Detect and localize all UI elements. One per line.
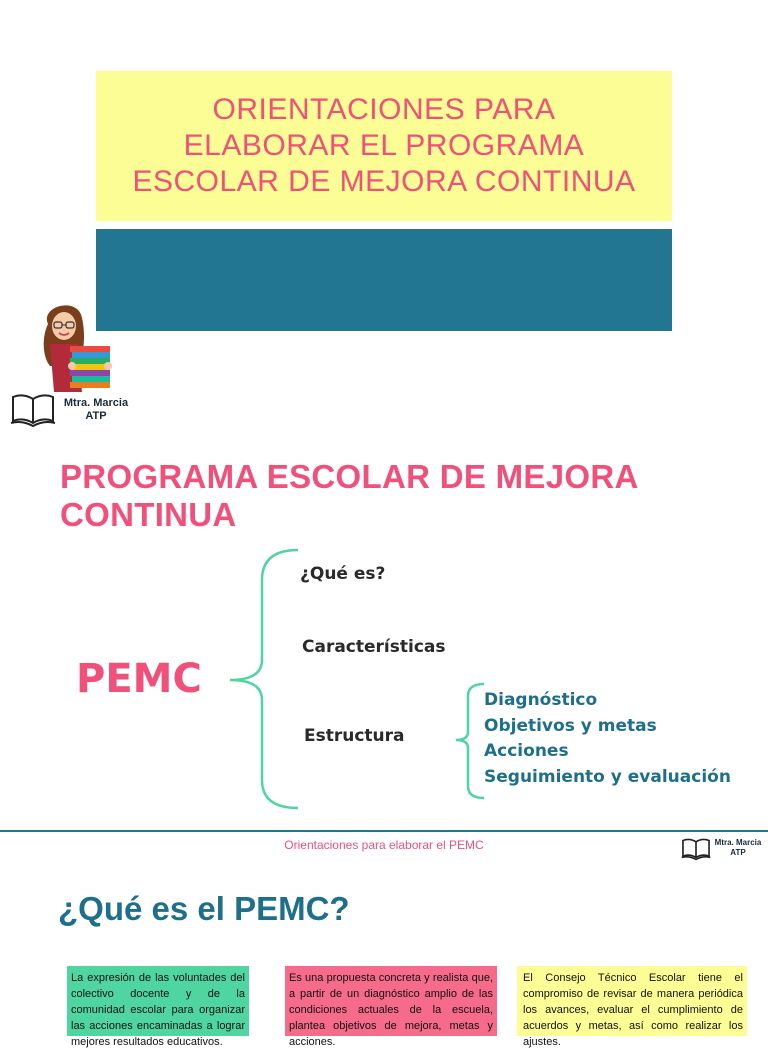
author-signature [711, 838, 765, 858]
author-signature [60, 397, 132, 423]
author-role: ATP [730, 848, 746, 857]
main-brace [230, 550, 298, 808]
estructura-item: Seguimiento y evaluación [484, 766, 731, 787]
definition-slide [0, 832, 768, 1048]
slide-heading: PROGRAMA ESCOLAR DE MEJORA CONTINUA [60, 458, 638, 533]
sub-brace [456, 684, 484, 798]
definition-card: Es una propuesta concreta y realista que, a partir de un diagnóstico amplio de las condiciones actuales de la escuela, plantea objetivos de mejora, metas y acciones. [285, 966, 497, 1036]
title-slide [0, 0, 768, 440]
open-book-icon [10, 393, 56, 427]
author-name: Mtra. Marcia [714, 838, 762, 847]
branch-que-es: ¿Qué es? [300, 564, 386, 584]
branch-caracteristicas: Características [302, 637, 446, 657]
concept-map-slide [0, 440, 768, 832]
title-banner [96, 71, 672, 221]
author-role: ATP [85, 410, 107, 422]
presentation-title: ORIENTACIONES PARA ELABORAR EL PROGRAMA ESCOLAR DE MEJORA CONTINUA [132, 93, 636, 198]
slide-header: Orientaciones para elaborar el PEMC [284, 838, 484, 852]
estructura-list [484, 688, 731, 790]
open-book-icon [681, 837, 711, 861]
estructura-item: Objetivos y metas [484, 715, 657, 736]
author-name: Mtra. Marcia [63, 397, 129, 409]
estructura-item: Diagnóstico [484, 690, 598, 710]
branch-estructura: Estructura [304, 726, 405, 746]
teal-band [96, 229, 672, 331]
teacher-avatar-illustration [30, 296, 114, 396]
root-node: PEMC [76, 656, 202, 702]
definition-card: El Consejo Técnico Escolar tiene el compromiso de revisar de manera periódica los avances, evaluar el cumplimiento de acuerdos y metas, así como realizar los ajustes. [517, 966, 747, 1036]
slide-heading: ¿Qué es el PEMC? [58, 890, 350, 927]
definition-card: La expresión de las voluntades del colectivo docente y de la comunidad escolar para organizar las acciones encaminadas a lograr mejores resultados educativos. [67, 966, 249, 1036]
estructura-item: Acciones [484, 741, 569, 761]
